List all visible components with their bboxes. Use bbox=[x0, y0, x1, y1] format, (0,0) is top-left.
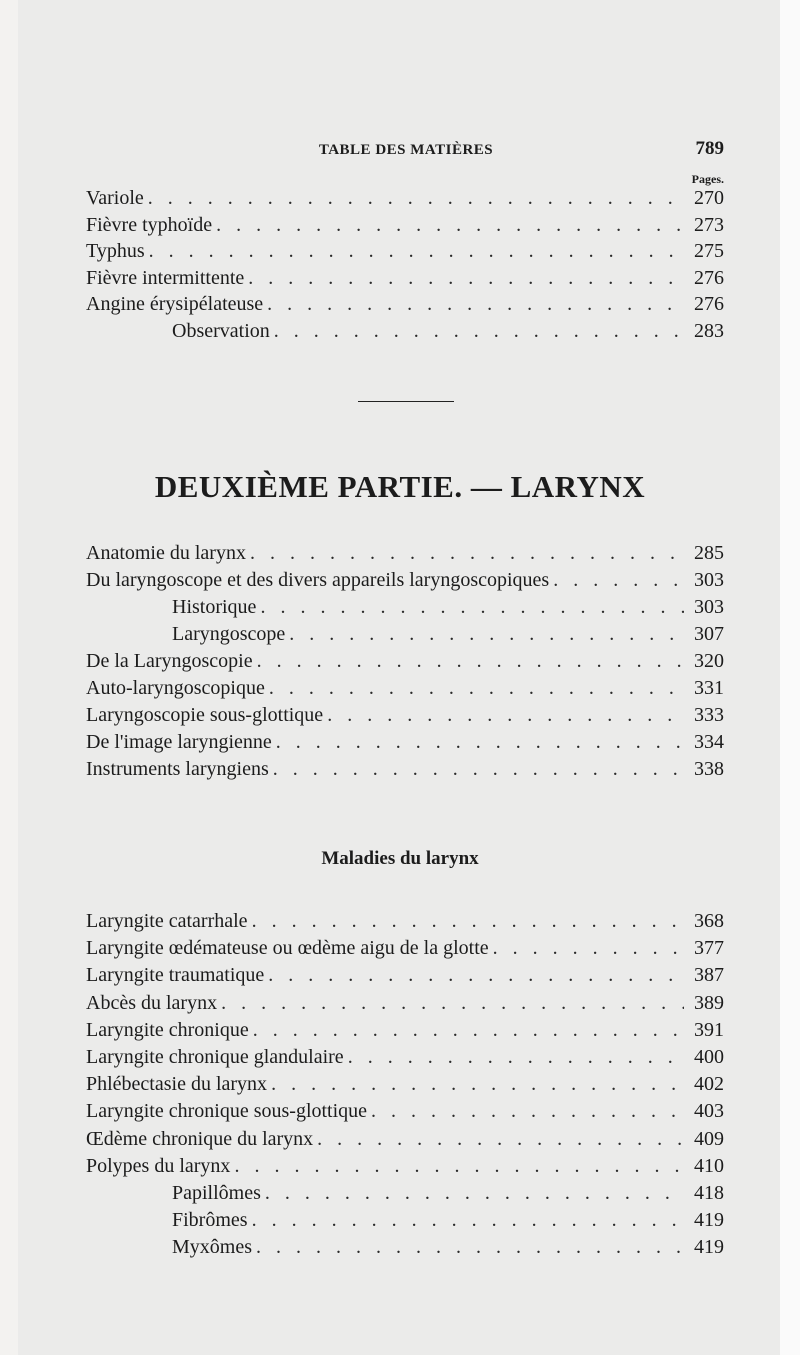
header-title: TABLE DES MATIÈRES bbox=[318, 142, 494, 158]
toc-entry-label: Abcès du larynx bbox=[86, 991, 218, 1014]
running-header bbox=[88, 138, 724, 166]
toc-entry bbox=[86, 1182, 724, 1209]
toc-entry bbox=[86, 1100, 724, 1127]
dot-leader bbox=[212, 214, 684, 237]
toc-entry-page: 419 bbox=[694, 1236, 724, 1259]
dot-leader bbox=[263, 293, 684, 316]
toc-entry-page: 285 bbox=[694, 542, 724, 564]
toc-entry bbox=[86, 964, 724, 991]
dot-leader bbox=[265, 677, 684, 700]
toc-entry-page: 303 bbox=[694, 596, 724, 618]
dot-leader bbox=[267, 1073, 684, 1096]
toc-entry-label: Papillômes bbox=[172, 1181, 261, 1204]
toc-entry-label: Auto-laryngoscopique bbox=[86, 677, 265, 699]
toc-entry-label: De l'image laryngienne bbox=[86, 731, 272, 753]
toc-entry bbox=[86, 1019, 724, 1046]
toc-entry-page: 307 bbox=[694, 623, 724, 645]
toc-entry-label: Angine érysipélateuse bbox=[86, 293, 264, 315]
toc-entry-label: Typhus bbox=[86, 240, 145, 262]
dot-leader bbox=[145, 240, 684, 263]
toc-entry bbox=[86, 1209, 724, 1236]
dot-leader bbox=[249, 1019, 684, 1042]
dot-leader bbox=[252, 1236, 684, 1259]
dot-leader bbox=[489, 937, 684, 960]
toc-entry bbox=[86, 910, 724, 937]
toc-entry bbox=[86, 937, 724, 964]
toc-entry-page: 403 bbox=[694, 1100, 724, 1123]
dot-leader bbox=[261, 1182, 684, 1205]
toc-entry-page: 387 bbox=[694, 964, 724, 987]
toc-entry-label: Laryngite chronique bbox=[86, 1018, 249, 1041]
toc-entry-label: Variole bbox=[86, 187, 144, 209]
toc-entry-page: 368 bbox=[694, 910, 724, 932]
toc-entry-page: 303 bbox=[694, 569, 724, 591]
toc-entry-label: Laryngite chronique glandulaire bbox=[86, 1045, 344, 1068]
toc-entry-page: 333 bbox=[694, 704, 724, 726]
toc-entry-page: 400 bbox=[694, 1045, 724, 1068]
header-page-number: 789 bbox=[695, 138, 724, 159]
dot-leader bbox=[272, 731, 684, 754]
dot-leader bbox=[323, 704, 684, 727]
toc-entry-label: Laryngite catarrhale bbox=[86, 910, 248, 932]
toc-entry-label: Laryngite traumatique bbox=[86, 964, 265, 987]
toc-entry-page: 410 bbox=[694, 1154, 724, 1177]
toc-entry bbox=[86, 267, 724, 294]
dot-leader bbox=[253, 650, 684, 673]
toc-entry bbox=[86, 214, 724, 241]
dot-leader bbox=[256, 596, 684, 619]
toc-entry bbox=[86, 1046, 724, 1073]
toc-entry-label: Phlébectasie du larynx bbox=[86, 1073, 268, 1096]
toc-entry bbox=[86, 542, 724, 569]
dot-leader bbox=[549, 569, 684, 592]
toc-entry-label: Instruments laryngiens bbox=[86, 758, 269, 780]
toc-entry-label: Historique bbox=[172, 596, 257, 618]
toc-entry-page: 391 bbox=[694, 1018, 724, 1041]
toc-entry bbox=[86, 758, 724, 785]
toc-entry bbox=[86, 596, 724, 623]
toc-entry-label: Fièvre intermittente bbox=[86, 266, 245, 289]
toc-entry-label: Laryngoscopie sous-glottique bbox=[86, 704, 324, 726]
dot-leader bbox=[248, 910, 684, 933]
toc-entry-page: 402 bbox=[694, 1073, 724, 1096]
toc-entry-page: 334 bbox=[694, 731, 724, 753]
toc-entry-page: 409 bbox=[694, 1127, 724, 1150]
dot-leader bbox=[313, 1128, 684, 1151]
toc-entry bbox=[86, 320, 724, 347]
toc-entry-label: Fibrômes bbox=[172, 1209, 248, 1232]
toc-entry bbox=[86, 1073, 724, 1100]
toc-entry-label: Observation bbox=[172, 319, 270, 342]
toc-entry-page: 320 bbox=[694, 650, 724, 672]
toc-entry bbox=[86, 731, 724, 758]
toc-entry-label: Laryngite œdémateuse ou œdème aigu de la glotte bbox=[86, 937, 489, 960]
dot-leader bbox=[246, 542, 684, 565]
toc-entry-label: De la Laryngoscopie bbox=[86, 650, 253, 672]
toc-entry-label: Laryngite chronique sous-glottique bbox=[86, 1100, 368, 1123]
toc-entry bbox=[86, 677, 724, 704]
toc-entry-page: 377 bbox=[694, 937, 724, 960]
toc-entry-page: 270 bbox=[694, 187, 724, 209]
toc-entry-page: 331 bbox=[694, 677, 724, 699]
toc-section-3 bbox=[86, 910, 724, 1263]
toc-entry bbox=[86, 1236, 724, 1263]
toc-entry-page: 283 bbox=[694, 319, 724, 342]
toc-entry-page: 276 bbox=[694, 266, 724, 289]
toc-section-2 bbox=[86, 542, 724, 785]
toc-entry-label: Polypes du larynx bbox=[86, 1154, 231, 1177]
dot-leader bbox=[217, 992, 684, 1015]
section-divider bbox=[358, 401, 454, 402]
toc-entry-page: 273 bbox=[694, 213, 724, 236]
dot-leader bbox=[144, 187, 684, 210]
toc-entry-page: 275 bbox=[694, 240, 724, 262]
toc-entry-label: Myxômes bbox=[172, 1236, 252, 1259]
toc-entry bbox=[86, 569, 724, 596]
part-title: DEUXIÈME PARTIE. — LARYNX bbox=[154, 469, 646, 504]
subsection-title: Maladies du larynx bbox=[321, 848, 479, 869]
toc-entry-page: 419 bbox=[694, 1209, 724, 1232]
toc-entry bbox=[86, 293, 724, 320]
toc-entry-page: 389 bbox=[694, 991, 724, 1014]
dot-leader bbox=[270, 320, 684, 343]
toc-entry-page: 338 bbox=[694, 758, 724, 780]
dot-leader bbox=[269, 758, 684, 781]
dot-leader bbox=[230, 1155, 684, 1178]
toc-entry bbox=[86, 704, 724, 731]
dot-leader bbox=[248, 1209, 684, 1232]
toc-entry-label: Laryngoscope bbox=[172, 623, 286, 645]
dot-leader bbox=[244, 267, 684, 290]
toc-entry-page: 418 bbox=[694, 1181, 724, 1204]
toc-entry-label: Fièvre typhoïde bbox=[86, 213, 213, 236]
pages-column-label: Pages. bbox=[691, 172, 724, 186]
dot-leader bbox=[285, 623, 684, 646]
toc-entry-page: 276 bbox=[694, 293, 724, 315]
toc-entry bbox=[86, 1128, 724, 1155]
toc-entry-label: Du laryngoscope et des divers appareils laryngoscopiques bbox=[86, 569, 550, 591]
toc-entry-label: Anatomie du larynx bbox=[86, 542, 246, 564]
page-edge bbox=[780, 0, 800, 1355]
toc-entry-label: Œdème chronique du larynx bbox=[86, 1127, 314, 1150]
dot-leader bbox=[344, 1046, 684, 1069]
dot-leader bbox=[264, 964, 684, 987]
toc-entry bbox=[86, 240, 724, 267]
toc-entry bbox=[86, 992, 724, 1019]
toc-entry bbox=[86, 623, 724, 650]
dot-leader bbox=[367, 1100, 684, 1123]
toc-entry bbox=[86, 187, 724, 214]
toc-section-1 bbox=[86, 187, 724, 346]
toc-entry bbox=[86, 1155, 724, 1182]
toc-entry bbox=[86, 650, 724, 677]
